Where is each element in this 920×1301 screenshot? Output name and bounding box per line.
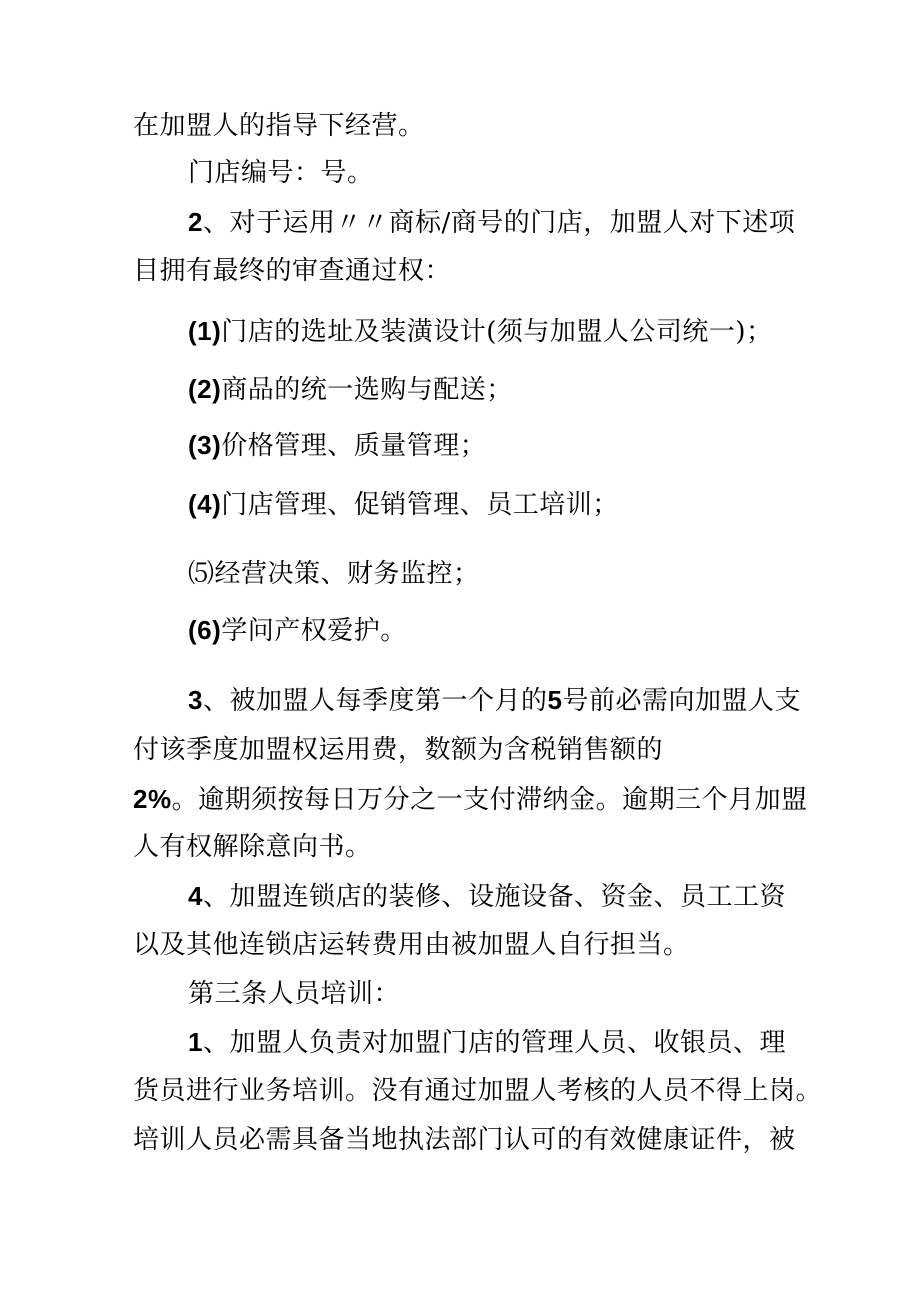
- day-number: 5: [547, 685, 563, 715]
- line-text: 在加盟人的指导下经营。: [133, 111, 425, 141]
- list-item: [188, 486, 619, 523]
- line-text: 门店的选址及装潢设计(须与加盟人公司统一)；: [221, 317, 773, 347]
- line-text: 人有权解除意向书。: [133, 832, 372, 862]
- list-item: [188, 313, 773, 350]
- list-item-number: (2): [188, 374, 222, 404]
- line-text: ⑸经营决策、财务监控；: [188, 559, 480, 589]
- line-text: 培训人员必需具备当地执法部门认可的有效健康证件，被: [133, 1125, 796, 1155]
- line-text: 学问产权爱护。: [221, 616, 407, 646]
- line-text: 以及其他连锁店运转费用由被加盟人自行担当。: [133, 930, 690, 960]
- list-item: [188, 427, 486, 464]
- line-text: 商品的统一选购与配送；: [221, 375, 513, 405]
- list-item-number: (3): [188, 430, 222, 460]
- line-text: 门店编号：号。: [188, 158, 374, 188]
- paragraph-line: [133, 1073, 822, 1109]
- percentage-value: 2%: [133, 784, 172, 814]
- paragraph-line: [133, 108, 425, 144]
- list-item: [188, 612, 407, 649]
- clause-number: 3: [188, 685, 203, 715]
- clause-number: 1: [188, 1027, 203, 1057]
- line-text: 目拥有最终的审查通过权：: [133, 256, 452, 286]
- line-text: 号前必需向加盟人支: [562, 686, 801, 716]
- list-item-number: (4): [188, 489, 222, 519]
- list-item: [188, 371, 513, 408]
- line-text: 货员进行业务培训。没有通过加盟人考核的人员不得上岗。: [133, 1076, 823, 1106]
- line-text: 、加盟人负责对加盟门店的管理人员、收银员、理: [202, 1028, 786, 1058]
- store-number-line: [188, 155, 374, 191]
- list-item-number: (1): [188, 316, 222, 346]
- list-item: [188, 556, 480, 592]
- line-text: 、加盟连锁店的装修、设施设备、资金、员工工资: [202, 882, 786, 912]
- article-heading: [188, 976, 400, 1012]
- line-text: 第三条人员培训：: [188, 979, 401, 1009]
- paragraph-line: [133, 927, 690, 963]
- line-text: 付该季度加盟权运用费，数额为含税销售额的: [133, 735, 664, 765]
- paragraph-line: [133, 732, 663, 768]
- paragraph-line: [133, 1122, 796, 1158]
- line-text: 、被加盟人每季度第一个月的: [202, 686, 548, 716]
- line-text: 门店管理、促销管理、员工培训；: [221, 490, 619, 520]
- paragraph-line: [133, 781, 808, 818]
- list-item-number: (6): [188, 615, 222, 645]
- line-text: 、对于运用〃〃商标/商号的门店，加盟人对下述项: [202, 208, 796, 238]
- paragraph-line: [133, 829, 372, 865]
- clause-1-line: [188, 1024, 786, 1061]
- clause-4-line: [188, 878, 786, 915]
- clause-number: 2: [188, 207, 203, 237]
- paragraph-line: [133, 253, 451, 289]
- line-text: 。逾期须按每日万分之一支付滞纳金。逾期三个月加盟: [171, 785, 808, 815]
- clause-number: 4: [188, 881, 203, 911]
- line-text: 价格管理、质量管理；: [221, 431, 487, 461]
- clause-2-line: [188, 204, 795, 241]
- clause-3-line: [188, 682, 801, 719]
